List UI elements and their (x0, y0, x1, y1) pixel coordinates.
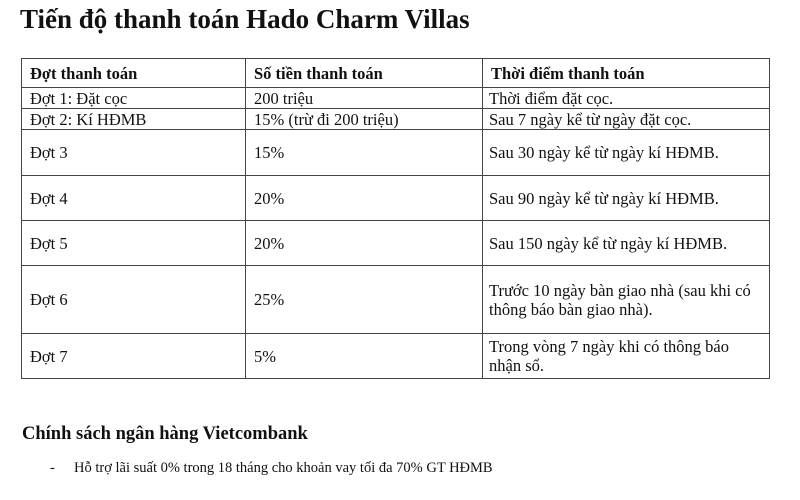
installment-cell: Đợt 4 (22, 176, 246, 221)
header-timing: Thời điểm thanh toán (483, 59, 770, 88)
amount-cell: 200 triệu (246, 88, 483, 109)
timing-cell: Sau 7 ngày kể từ ngày đặt cọc. (483, 109, 770, 130)
table-row (22, 221, 770, 266)
table-row (22, 88, 770, 109)
timing-cell: Trong vòng 7 ngày khi có thông báo nhận sổ. (483, 334, 770, 379)
amount-cell: 5% (246, 334, 483, 379)
bank-policy-item-text: Hỗ trợ lãi suất 0% trong 18 tháng cho khoản vay tối đa 70% GT HĐMB (74, 460, 493, 476)
timing-cell: Sau 90 ngày kể từ ngày kí HĐMB. (483, 176, 770, 221)
header-amount: Số tiền thanh toán (246, 59, 483, 88)
amount-cell: 20% (246, 221, 483, 266)
timing-cell: Trước 10 ngày bàn giao nhà (sau khi có thông báo bàn giao nhà). (483, 266, 770, 334)
bullet-dash: - (50, 460, 55, 476)
installment-cell: Đợt 6 (22, 266, 246, 334)
table-header-row (22, 59, 770, 88)
bank-policy-item (50, 460, 493, 477)
header-installment: Đợt thanh toán (22, 59, 246, 88)
installment-cell: Đợt 7 (22, 334, 246, 379)
timing-cell: Thời điểm đặt cọc. (483, 88, 770, 109)
table-row (22, 130, 770, 176)
installment-cell: Đợt 1: Đặt cọc (22, 88, 246, 109)
amount-cell: 20% (246, 176, 483, 221)
amount-cell: 15% (246, 130, 483, 176)
amount-cell: 25% (246, 266, 483, 334)
table-row (22, 176, 770, 221)
table-row (22, 109, 770, 130)
amount-cell: 15% (trừ đi 200 triệu) (246, 109, 483, 130)
page-title: Tiến độ thanh toán Hado Charm Villas (20, 4, 470, 34)
installment-cell: Đợt 3 (22, 130, 246, 176)
timing-cell: Sau 30 ngày kể từ ngày kí HĐMB. (483, 130, 770, 176)
installment-cell: Đợt 2: Kí HĐMB (22, 109, 246, 130)
timing-cell: Sau 150 ngày kể từ ngày kí HĐMB. (483, 221, 770, 266)
table-row (22, 334, 770, 379)
table-row (22, 266, 770, 334)
bank-policy-heading: Chính sách ngân hàng Vietcombank (22, 424, 308, 444)
installment-cell: Đợt 5 (22, 221, 246, 266)
payment-schedule-table (21, 58, 770, 379)
